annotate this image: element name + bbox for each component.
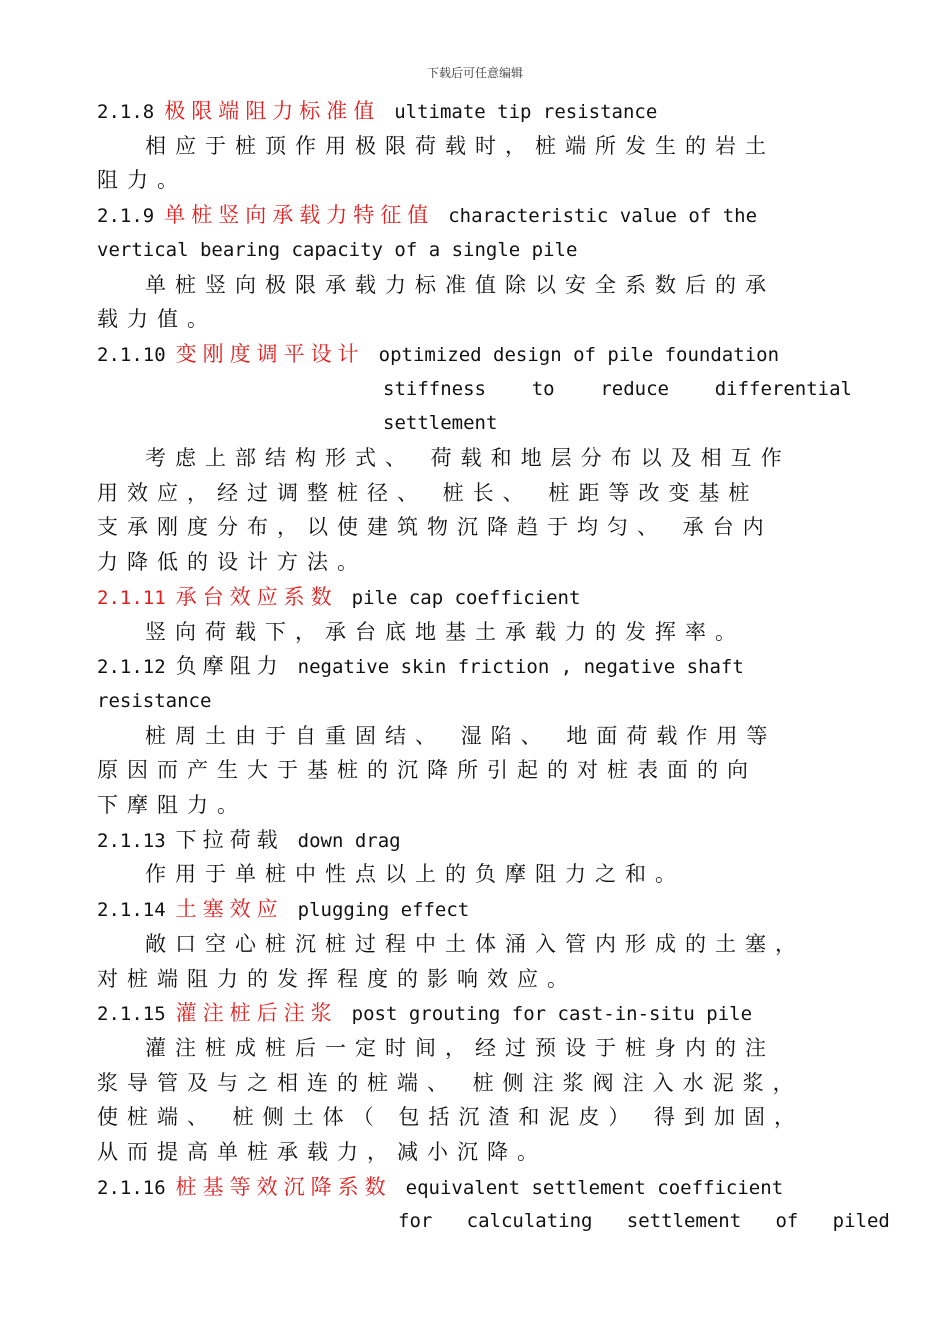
definition-line: 桩周土由于自重固结、 湿陷、 地面荷载作用等	[145, 723, 777, 748]
term-english: negative skin friction , negative shaft	[297, 656, 744, 679]
term-chinese: 灌注桩后注浆	[175, 1001, 338, 1026]
term-line	[97, 998, 752, 1029]
term-line	[97, 651, 744, 682]
term-line	[97, 894, 469, 925]
definition-line: 原因而产生大于基桩的沉降所引起的对桩表面的向	[97, 758, 757, 783]
term-number: 2.1.8	[97, 101, 155, 123]
term-chinese: 桩基等效沉降系数	[175, 1174, 392, 1199]
term-line	[97, 339, 779, 370]
definition-line: 敞口空心桩沉桩过程中土体涌入管内形成的土塞，	[145, 931, 805, 956]
definition-line: 阻力。	[97, 168, 187, 193]
term-line	[97, 200, 757, 231]
definition-line: 用效应，经过调整桩径、 桩长、 桩距等改变基桩	[97, 480, 759, 505]
term-chinese: 承台效应系数	[175, 584, 338, 609]
term-number: 2.1.10	[97, 343, 166, 366]
definition-line: 支承刚度分布，以使建筑物沉降趋于均匀、 承台内	[97, 515, 773, 540]
term-line	[97, 1172, 783, 1203]
term-english: pile cap coefficient	[351, 586, 581, 609]
term-english: down drag	[297, 829, 401, 852]
term-english: ultimate tip resistance	[394, 101, 658, 123]
definition-line: 单桩竖向极限承载力标准值除以安全系数后的承	[145, 272, 775, 297]
term-chinese: 负摩阻力	[175, 654, 284, 679]
term-number: 2.1.12	[97, 656, 166, 679]
term-english-continuation: resistance	[97, 689, 212, 712]
term-english: characteristic value of the	[448, 205, 758, 228]
definition-line: 载力值。	[97, 307, 217, 332]
term-english: post grouting for cast-in-situ pile	[351, 1003, 753, 1026]
term-english-continuation: for calculating settlement of piled	[398, 1210, 890, 1233]
term-english-continuation: stiffness to reduce differential	[383, 377, 852, 400]
definition-line: 对桩端阻力的发挥程度的影响效应。	[97, 966, 577, 991]
definition-line: 作用于单桩中性点以上的负摩阻力之和。	[145, 862, 685, 887]
page-header: 下载后可任意编辑	[426, 66, 523, 80]
term-number: 2.1.13	[97, 829, 166, 852]
term-number: 2.1.16	[97, 1176, 166, 1199]
term-english: plugging effect	[297, 899, 470, 922]
term-line	[97, 96, 657, 127]
term-chinese: 极限端阻力标准值	[164, 99, 381, 123]
term-number: 2.1.9	[97, 205, 155, 228]
term-line	[97, 582, 580, 613]
definition-line: 竖向荷载下，承台底地基土承载力的发挥率。	[145, 619, 745, 644]
term-number: 2.1.15	[97, 1003, 166, 1026]
definition-line: 浆导管及与之相连的桩端、 桩侧注浆阀注入水泥浆，	[97, 1070, 803, 1095]
term-chinese: 单桩竖向承载力特征值	[164, 203, 435, 228]
term-number: 2.1.11	[97, 586, 166, 609]
term-english-continuation: vertical bearing capacity of a single pile	[97, 238, 578, 261]
term-line	[97, 825, 401, 856]
term-english: optimized design of pile foundation	[378, 343, 780, 366]
definition-line: 力降低的设计方法。	[97, 550, 367, 575]
definition-line: 下摩阻力。	[97, 793, 247, 817]
definition-line: 从而提高单桩承载力，减小沉降。	[97, 1140, 547, 1164]
term-chinese: 土塞效应	[175, 897, 284, 922]
term-chinese: 下拉荷载	[175, 827, 284, 852]
term-chinese: 变刚度调平设计	[175, 341, 365, 366]
term-english: equivalent settlement coefficient	[405, 1176, 784, 1199]
definition-line: 使桩端、 桩侧土体（ 包括沉渣和泥皮） 得到加固，	[97, 1105, 805, 1130]
definition-line: 灌注桩成桩后一定时间，经过预设于桩身内的注	[145, 1035, 775, 1060]
definition-line: 考虑上部结构形式、 荷载和地层分布以及相互作	[145, 446, 791, 470]
term-number: 2.1.14	[97, 899, 166, 922]
term-english-continuation: settlement	[383, 412, 498, 435]
definition-line: 相应于桩顶作用极限荷载时，桩端所发生的岩土	[145, 133, 775, 158]
